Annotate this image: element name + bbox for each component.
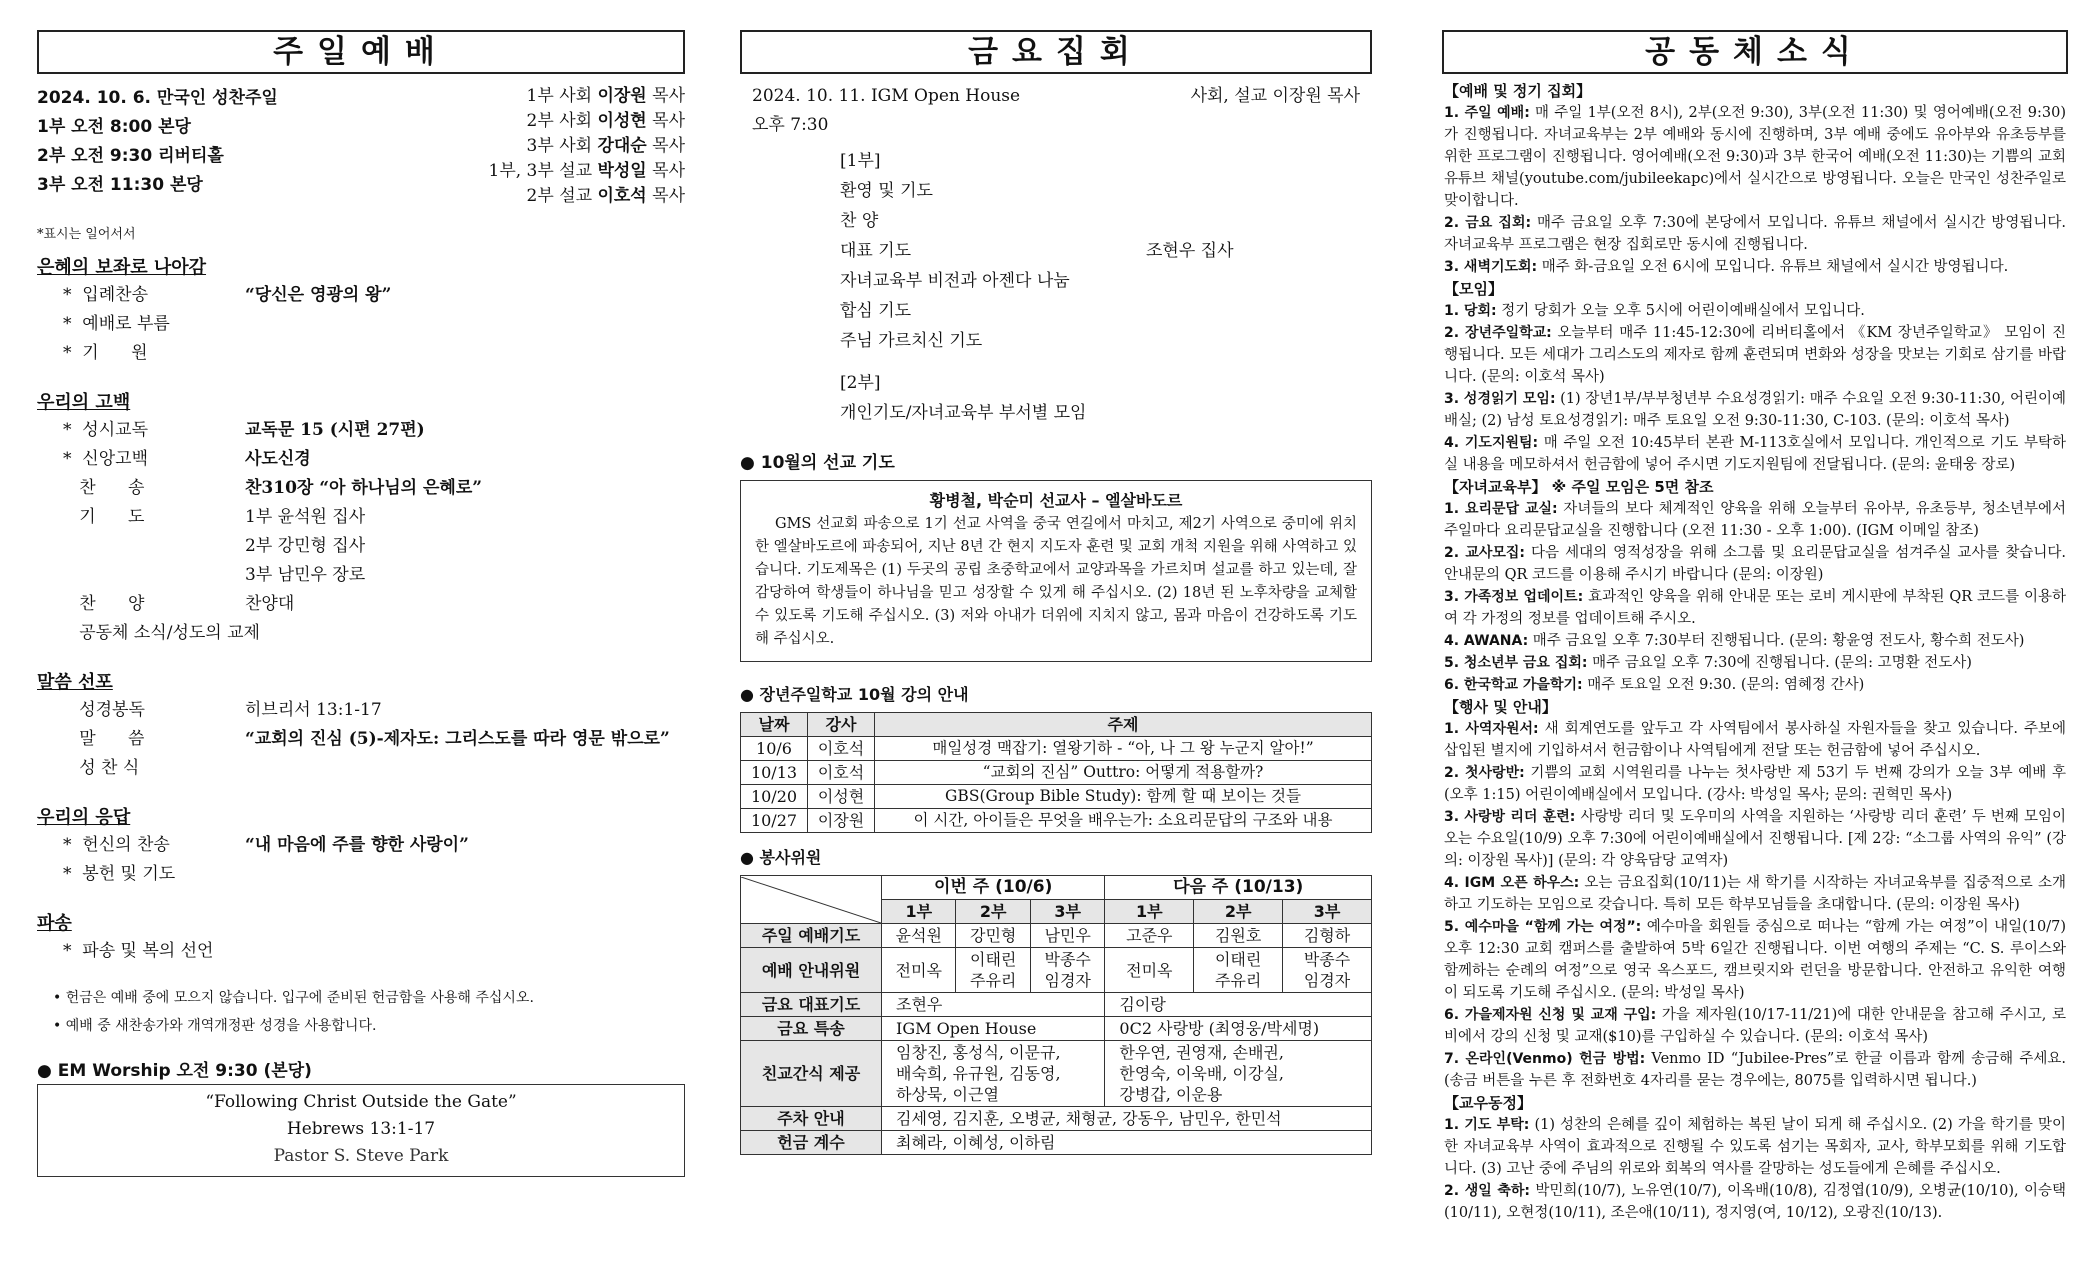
this-week-cell	[882, 993, 1105, 1017]
topic-cell: 이 시간, 아이들은 무엇을 배우는가: 소요리문답의 구조와 내용	[875, 809, 1372, 833]
this-week-cell	[882, 1017, 1105, 1041]
news-section-title: 【자녀교육부】 ※ 주일 모임은 5면 참조	[1444, 478, 1714, 496]
role-name: 강대순	[597, 136, 647, 156]
section-title: 우리의 응답	[37, 807, 131, 828]
role-label: 2부 사회	[526, 111, 593, 131]
worship-date: 2024. 10. 6. 만국인 성찬주일	[37, 88, 278, 108]
news-section-title: 【예배 및 정기 집회】	[1444, 82, 1592, 100]
order-item-label: * 예배로 부름	[63, 314, 170, 334]
order-item	[37, 474, 685, 503]
order-item-value	[245, 860, 685, 889]
lecturer-cell: 이장원	[808, 809, 875, 833]
news-item-text: 효과적인 양육을 위해 안내문 또는 로비 게시판에 부착된 QR 코드를 이용하여 각 가정의 정보를 업데이트해 주시오.	[1444, 589, 2066, 627]
order-item-label: 말 씀	[63, 729, 145, 749]
serve-full-cell: 최혜라, 이혜성, 이하림	[882, 1131, 1372, 1155]
part-header: 3부	[1030, 900, 1104, 924]
news-item-text: 오는 금요집회(10/11)는 새 학기를 시작하는 자녀교육부를 집중적으로 소개하고 기도하는 모임으로 갖습니다. 특히 모든 학부모님들을 초대합니다. (문의: 이장원 목사)	[1444, 875, 2066, 913]
serve-row	[741, 924, 1372, 948]
next-week-cell	[1105, 993, 1372, 1017]
part-header: 2부	[956, 900, 1030, 924]
role-name: 이장원	[597, 86, 647, 106]
next-week-cell	[1105, 1041, 1372, 1107]
mission-head: 황병철, 박순미 선교사 – 엘살바도르	[929, 491, 1183, 510]
order-item	[37, 532, 685, 561]
order-item	[37, 590, 685, 619]
news-item-text: 정기 당회가 오늘 오후 5시에 어린이예배실에서 모입니다.	[1496, 303, 1865, 319]
news-item-title: 2. 첫사랑반:	[1444, 765, 1525, 781]
order-item-value	[245, 310, 685, 339]
role-name: 이호석	[597, 186, 647, 206]
diagonal-cell	[741, 876, 882, 924]
table-row	[741, 785, 1372, 809]
order-item-value: 찬양대	[245, 594, 295, 614]
news-item	[1444, 212, 2066, 256]
order-item-label: 성 찬 식	[63, 758, 140, 778]
news-item-text: 매주 토요일 오전 9:30. (문의: 염혜정 간사)	[1582, 677, 1865, 693]
news-item	[1444, 872, 2066, 916]
program-item: 합심 기도	[840, 301, 912, 321]
role-label: 1부 사회	[526, 86, 593, 106]
order-item-label: 찬 양	[63, 594, 145, 614]
role-name: 이성현	[597, 111, 647, 131]
order-item	[37, 619, 685, 648]
serve-cell-line: 이태린	[1214, 950, 1262, 969]
serve-row	[741, 948, 1372, 993]
serve-cell	[1030, 924, 1104, 948]
diagonal-line	[741, 877, 881, 923]
program-item: 자녀교육부 비전과 아젠다 나눔	[840, 271, 1070, 291]
serve-cell-line: 0C2 사랑방 (최영웅/박세명)	[1119, 1019, 1320, 1038]
serve-cell-line: 하상묵, 이근열	[896, 1085, 999, 1104]
serve-cell	[956, 924, 1030, 948]
serve-row-label: 금요 특송	[741, 1017, 882, 1041]
lecturer-cell: 이성현	[808, 785, 875, 809]
news-item-text: 오늘부터 매주 11:45-12:30에 리버티홀에서 《KM 장년주일학교》 모임이 진행됩니다. 모든 세대가 그리스도의 제자로 함께 훈련되며 변화와 성장을 맛보는 기회로 삼기를 바랍니다. (문의: 이호석 목사)	[1444, 325, 2066, 385]
role-title: 목사	[652, 111, 685, 131]
section-title: 우리의 고백	[37, 392, 131, 413]
worship-notes	[37, 984, 685, 1040]
serve-cell	[1030, 948, 1104, 993]
serve-row	[741, 1017, 1372, 1041]
order-item-value	[437, 619, 685, 648]
serve-cell-line: 한영숙, 이욱배, 이강실,	[1119, 1064, 1284, 1083]
role-line	[489, 109, 685, 134]
order-item-label: * 파송 및 복의 선언	[63, 941, 214, 961]
em-preacher: Pastor S. Steve Park	[273, 1146, 449, 1166]
topic-cell: 매일성경 맥잡기: 열왕기하 - “아, 나 그 왕 누군지 알아!”	[875, 737, 1372, 761]
order-item	[37, 831, 685, 860]
program-item: 개인기도/자녀교육부 부서별 모임	[840, 403, 1087, 423]
news-item	[1444, 322, 2066, 388]
news-item	[1444, 388, 2066, 432]
news-item-title: 3. 사랑방 리더 훈련:	[1444, 809, 1576, 825]
news-item-title: 1. 사역자원서:	[1444, 721, 1539, 737]
serve-cell-line: 박종수	[1044, 950, 1091, 969]
next-week-header: 다음 주 (10/13)	[1105, 876, 1372, 900]
serve-cell-line: 임경자	[1303, 971, 1351, 990]
news-item-title: 1. 주일 예배:	[1444, 105, 1530, 121]
this-week-cell	[882, 1041, 1105, 1107]
order-item-label: 찬 송	[63, 478, 145, 498]
serve-cell-line: 김형하	[1303, 926, 1351, 945]
service-time: 1부 오전 8:00 본당	[37, 117, 191, 137]
news-item-title: 7. 온라인(Venmo) 헌금 방법:	[1444, 1051, 1646, 1067]
news-item-text: 박민희(10/7), 노유연(10/7), 이옥배(10/8), 김정엽(10/9), 오병균(10/10), 이승택(10/11), 오현정(10/11), 조은애(10/11), 정지영(여, 10/12), 오광진(10/13).	[1444, 1183, 2066, 1221]
order-item	[37, 754, 685, 783]
serve-row	[741, 1131, 1372, 1155]
mission-title: ● 10월의 선교 기도	[740, 453, 895, 473]
friday-leader: 사회, 설교 이장원 목사	[1190, 86, 1360, 106]
em-worship-box	[37, 1084, 685, 1177]
news-item	[1444, 542, 2066, 586]
news-item-text: 매 주일 오전 10:45부터 본관 M-113호실에서 모입니다. 개인적으로 기도 부탁하실 내용을 메모하셔서 헌금함에 넣어 주시면 기도지원팀에 전달됩니다. (문의: 윤태웅 장로)	[1444, 435, 2066, 473]
serve-row	[741, 1041, 1372, 1107]
section-title: 파송	[37, 913, 72, 934]
news-item-title: 1. 기도 부탁:	[1444, 1117, 1530, 1133]
serve-cell-line: 임경자	[1044, 971, 1091, 990]
role-line	[489, 184, 685, 209]
news-item-title: 5. 청소년부 금요 집회:	[1444, 655, 1588, 671]
news-item	[1444, 256, 2066, 278]
serve-cell	[1283, 948, 1372, 993]
role-title: 목사	[652, 136, 685, 156]
school-table-body	[741, 737, 1372, 833]
news-item	[1444, 586, 2066, 630]
section-title: 은혜의 보좌로 나아감	[37, 257, 207, 278]
order-item	[37, 339, 685, 368]
serve-cell	[882, 948, 956, 993]
order-item	[37, 445, 685, 474]
news-item-text: 매주 금요일 오후 7:30에 진행됩니다. (문의: 고명환 전도사)	[1587, 655, 1972, 671]
order-item	[37, 310, 685, 339]
news-item	[1444, 1004, 2066, 1048]
order-item-label: * 성시교독	[63, 420, 148, 440]
order-item-label: * 입례찬송	[63, 285, 148, 305]
order-item-label: 성경봉독	[63, 700, 145, 720]
friday-gathering-column	[740, 30, 1372, 1155]
role-name: 박성일	[597, 161, 647, 181]
news-item-title: 2. 생일 축하:	[1444, 1183, 1531, 1199]
news-item	[1444, 916, 2066, 1004]
news-item-text: (1) 장년1부/부부청년부 수요성경읽기: 매주 수요일 오전 9:30-11:30, 어린이예배실; (2) 남성 토요성경읽기: 매주 토요일 오전 9:30-11:30, C-103. (문의: 이호석 목사)	[1444, 391, 2066, 429]
friday-order	[740, 146, 1372, 428]
section-title: 말씀 선포	[37, 672, 113, 693]
serve-row	[741, 1107, 1372, 1131]
order-item-label: * 헌신의 찬송	[63, 835, 170, 855]
serve-header-row	[741, 876, 1372, 900]
serve-table	[740, 875, 1372, 1155]
order-item-value	[245, 339, 685, 368]
role-line	[489, 159, 685, 184]
serve-cell-line: 김원호	[1214, 926, 1262, 945]
serve-cell	[1105, 948, 1194, 993]
news-item	[1444, 1180, 2066, 1224]
part-header: 2부	[1194, 900, 1283, 924]
serve-cell-line: 주유리	[970, 971, 1017, 990]
news-body	[1442, 80, 2068, 1224]
school-table	[740, 712, 1372, 833]
community-news-column	[1442, 30, 2068, 1224]
em-scripture: Hebrews 13:1-17	[286, 1119, 436, 1139]
order-item-label	[37, 532, 245, 561]
order-item-value: 3부 남민우 장로	[245, 565, 366, 585]
news-item-title: 5. 예수마을 “함께 가는 여정”:	[1444, 919, 1642, 935]
serve-row-label: 예배 안내위원	[741, 948, 882, 993]
role-label: 2부 설교	[526, 186, 593, 206]
school-header-row	[741, 713, 1372, 737]
program-item-row	[840, 236, 1372, 266]
serve-cell-line: 조현우	[896, 995, 943, 1014]
topic-cell: GBS(Group Bible Study): 함께 할 때 보이는 것들	[875, 785, 1372, 809]
friday-info	[740, 82, 1372, 140]
sunday-worship-header: 주일예배	[37, 30, 685, 74]
serve-cell	[1194, 948, 1283, 993]
date-cell: 10/27	[741, 809, 808, 833]
order-item-value: 1부 윤석원 집사	[245, 507, 366, 527]
order-item	[37, 416, 685, 445]
mission-body: GMS 선교회 파송으로 1기 선교 사역을 중국 연길에서 마치고, 제2기 사역으로 중미에 위치한 엘살바도르에 파송되어, 지난 8년 간 현지 지도자 훈련 및 교회 개척 지원을 위해 사역하고 있습니다. 기도제목은 (1) 두곳의 공립 초중학교에서 교양과목을 가르치며 설교를 하고 있는데, 잘 감당하여 학생들이 하나님을 믿고 성장할 수 있게 해 주십시오. (2) 18년 된 노후차량을 교체할 수 있도록 기도해 주십시오. (3) 저와 아내가 더위에 지치지 않고, 몸과 마음이 건강하도록 기도해 주십시오.	[755, 516, 1357, 647]
friday-gathering-header: 금요집회	[740, 30, 1372, 74]
service-info	[37, 84, 685, 209]
news-item-title: 4. AWANA:	[1444, 633, 1529, 649]
serve-cell-line: 윤석원	[895, 926, 942, 945]
lecturer-cell: 이호석	[808, 761, 875, 785]
sunday-worship-column	[37, 30, 685, 1177]
role-title: 목사	[652, 161, 685, 181]
news-item-text: 매 주일 1부(오전 8시), 2부(오전 9:30), 3부(오전 11:30) 및 영어예배(오전 9:30)가 진행됩니다. 자녀교육부는 2부 예배와 동시에 진행하며, 3부 예배 중에도 유아부와 유초등부를 위한 프로그램이 진행됩니다. 영어예배(오전 9:30)과 3부 한국어 예배(오전 11:30)는 기쁨의 교회 유튜브 채널(youtube.com/jubileekapc)에서 실시간으로 방영됩니다. 오늘은 만국인 성찬주일로 맞이합니다.	[1444, 105, 2066, 209]
order-item-value	[245, 754, 685, 783]
service-roles	[489, 84, 685, 209]
serve-cell-line: IGM Open House	[896, 1019, 1037, 1038]
order-item-label: * 기 원	[63, 343, 148, 363]
news-item-text: (1) 성찬의 은혜를 깊이 체험하는 복된 날이 되게 해 주십시오. (2) 가을 학기를 맞이한 자녀교육부 사역이 효과적으로 진행될 수 있도록 섬기는 목회자, 교사, 학부모회를 위해 기도합니다. (3) 고난 중에 주님의 위로와 회복의 역사를 갈망하는 성도들에게 은혜를 주십시오.	[1444, 1117, 2066, 1177]
serve-cell	[1105, 924, 1194, 948]
serve-cell-line: 이태린	[970, 950, 1017, 969]
news-item-title: 2. 교사모집:	[1444, 545, 1526, 561]
news-section-title: 【행사 및 안내】	[1444, 698, 1557, 716]
order-item-value: 교독문 15 (시편 27편)	[245, 420, 425, 440]
serve-cell-line: 한우연, 권영재, 손배권,	[1119, 1043, 1284, 1062]
serve-row-label: 주일 예배기도	[741, 924, 882, 948]
order-item-label: 공동체 소식/성도의 교제	[63, 623, 260, 643]
service-times	[37, 84, 278, 209]
note-line: • 예배 중 새찬송가와 개역개정판 성경을 사용합니다.	[53, 1018, 377, 1034]
table-row	[741, 737, 1372, 761]
em-sermon-title: “Following Christ Outside the Gate”	[205, 1092, 517, 1112]
program-item: 환영 및 기도	[840, 181, 933, 201]
news-section-title: 【교우동정】	[1444, 1094, 1532, 1112]
serve-cell-line: 임창진, 홍성식, 이문규,	[896, 1043, 1061, 1062]
serve-row-label: 친교간식 제공	[741, 1041, 882, 1107]
news-item-text: 다음 세대의 영적성장을 위해 소그룹 및 요리문답교실을 섬겨주실 교사를 찾습니다. 안내문의 QR 코드를 이용해 주시기 바랍니다 (문의: 이장원)	[1444, 545, 2066, 583]
col-header: 날짜	[741, 713, 808, 737]
part1-label: [1부]	[840, 151, 881, 171]
serve-cell-line: 전미옥	[895, 960, 942, 980]
order-item-value: “당신은 영광의 왕”	[245, 285, 392, 305]
part1-items	[840, 176, 1372, 356]
news-item-text: 예수마을 회원들 중심으로 떠나는 “함께 가는 여정”이 내일(10/7) 오후 12:30 교회 캠퍼스를 출발하여 5박 6일간 진행됩니다. 이번 여행의 주제는 “C. S. 루이스와 함께하는 순례의 여정”으로 영국 옥스포드, 캠브릿지와 런던을 방문합니다. 안전하고 유익한 여행이 되도록 기도해 주십시오. (문의: 박성일 목사)	[1444, 919, 2067, 1001]
news-item-title: 3. 가족정보 업데이트:	[1444, 589, 1584, 605]
serve-cell-line: 전미옥	[1126, 960, 1173, 980]
friday-time: 오후 7:30	[752, 115, 829, 135]
service-time: 2부 오전 9:30 리버티홀	[37, 146, 224, 166]
order-item-value: 히브리서 13:1-17	[245, 700, 382, 720]
serve-cell-line: 고준우	[1126, 926, 1173, 945]
mission-box	[740, 480, 1372, 662]
program-item: 찬 양	[840, 211, 879, 231]
order-item-label: 기 도	[63, 507, 145, 527]
news-item-title: 6. 가을제자원 신청 및 교재 구입:	[1444, 1007, 1657, 1023]
order-item	[37, 937, 685, 966]
news-item-text: 새 회계연도를 앞두고 각 사역팀에서 봉사하실 자원자들을 찾고 있습니다. 주보에 삽입된 별지에 기입하셔서 헌금함이나 사역팀에게 전달 또는 헌금함에 넣어 주십시오.	[1444, 721, 2066, 759]
school-title: ● 장년주일학교 10월 강의 안내	[740, 685, 969, 704]
role-line	[489, 134, 685, 159]
part-header: 1부	[1105, 900, 1194, 924]
serve-row-label: 금요 대표기도	[741, 993, 882, 1017]
order-item	[37, 696, 685, 725]
serve-cell-line: 박종수	[1303, 950, 1351, 969]
news-section-title: 【모임】	[1444, 280, 1503, 298]
serve-title: ● 봉사위원	[740, 848, 822, 867]
order-item	[37, 725, 685, 754]
role-title: 목사	[652, 86, 685, 106]
news-item-title: 1. 요리문답 교실:	[1444, 501, 1558, 517]
news-item	[1444, 674, 2066, 696]
news-item-title: 4. 기도지원팀:	[1444, 435, 1539, 451]
table-row	[741, 809, 1372, 833]
news-item-title: 2. 금요 집회:	[1444, 215, 1532, 231]
date-cell: 10/6	[741, 737, 808, 761]
serve-table-body	[741, 876, 1372, 1155]
order-item	[37, 860, 685, 889]
serve-cell-line: 배숙희, 유규원, 김동영,	[896, 1064, 1061, 1083]
serve-cell-line: 김이랑	[1119, 995, 1166, 1014]
serve-cell-line: 강병갑, 이운용	[1119, 1085, 1223, 1104]
service-time: 3부 오전 11:30 본당	[37, 175, 203, 195]
news-item-title: 3. 성경읽기 모임:	[1444, 391, 1556, 407]
news-item-text: 매주 화-금요일 오전 6시에 모입니다. 유튜브 채널에서 실시간 방영됩니다.	[1537, 259, 2009, 275]
program-item: 주님 가르치신 기도	[840, 331, 983, 351]
serve-row-label: 주차 안내	[741, 1107, 882, 1131]
news-item	[1444, 630, 2066, 652]
order-item-value: “내 마음에 주를 향한 사랑이”	[245, 835, 469, 855]
table-row	[741, 761, 1372, 785]
news-item	[1444, 652, 2066, 674]
lecturer-cell: 이호석	[808, 737, 875, 761]
news-item	[1444, 806, 2066, 872]
news-item-text: 자녀들의 보다 체계적인 양육을 위해 오늘부터 유아부, 유초등부, 청소년부에서 주일마다 요리문답교실을 진행합니다 (오전 11:30 - 오후 1:00). (IGM 이메일 참조)	[1444, 501, 2066, 539]
news-item	[1444, 432, 2066, 476]
col-header: 주제	[875, 713, 1372, 737]
serve-full-cell: 김세영, 김지훈, 오병균, 채형균, 강동우, 남민우, 한민석	[882, 1107, 1372, 1131]
order-item-value: 2부 강민형 집사	[245, 536, 366, 556]
serve-cell-line: 남민우	[1044, 926, 1091, 945]
stand-note: *표시는 일어서서	[37, 227, 136, 242]
serve-cell	[956, 948, 1030, 993]
news-item	[1444, 1114, 2066, 1180]
news-item-text: 사랑방 리더 및 도우미의 사역을 지원하는 ‘사랑방 리더 훈련’ 두 번째 모임이 오는 수요일(10/9) 오후 7:30에 어린이예배실에서 진행됩니다. [제 2강: “소그룹 사역의 유익” (강의: 이장원 목사)] (문의: 각 양육담당 교역자)	[1444, 809, 2066, 869]
order-item-label: * 봉헌 및 기도	[63, 864, 176, 884]
news-item	[1444, 300, 2066, 322]
serve-cell	[1194, 924, 1283, 948]
news-item-title: 4. IGM 오픈 하우스:	[1444, 875, 1580, 891]
date-cell: 10/20	[741, 785, 808, 809]
part2-label: [2부]	[840, 373, 881, 393]
next-week-cell	[1105, 1017, 1372, 1041]
role-label: 3부 사회	[526, 136, 593, 156]
news-item-title: 3. 새벽기도회:	[1444, 259, 1538, 275]
news-item	[1444, 762, 2066, 806]
news-item-title: 2. 장년주일학교:	[1444, 325, 1552, 341]
order-item	[37, 561, 685, 590]
serve-cell-line: 주유리	[1214, 971, 1262, 990]
news-item	[1444, 1048, 2066, 1092]
news-item-title: 6. 한국학교 가을학기:	[1444, 677, 1583, 693]
part-header: 3부	[1283, 900, 1372, 924]
note-line: • 헌금은 예배 중에 모으지 않습니다. 입구에 준비된 헌금함을 사용해 주십시오.	[53, 990, 534, 1006]
order-item-value: 사도신경	[245, 449, 311, 469]
serve-cell-line: 강민형	[970, 926, 1017, 945]
news-item-text: Venmo ID “Jubilee-Pres”로 한글 이름과 함께 송금해 주세요. (송금 버튼을 누른 후 전화번호 4자리를 묻는 경우에는, 8075를 입력하시면 됩니다.)	[1444, 1051, 2066, 1089]
order-item-value: “교회의 진심 (5)-제자도: 그리스도를 따라 영문 밖으로”	[245, 729, 670, 749]
this-week-header: 이번 주 (10/6)	[882, 876, 1105, 900]
news-item	[1444, 498, 2066, 542]
order-of-worship	[37, 255, 685, 966]
role-line	[489, 84, 685, 109]
order-item	[37, 281, 685, 310]
news-item-text: 가을 제자원(10/17-11/21)에 대한 안내문을 참고해 주시고, 로비에서 강의 신청 및 교재($10)를 구입하실 수 있습니다. (문의: 이호석 목사)	[1444, 1007, 2066, 1045]
news-item-text: 매주 금요일 오후 7:30에 본당에서 모입니다. 유튜브 채널에서 실시간 방영됩니다. 자녀교육부 프로그램은 현장 집회로만 동시에 진행됩니다.	[1444, 215, 2066, 253]
prayer-person: 조현우 집사	[1146, 241, 1234, 261]
order-item-value: 찬310장 “아 하나님의 은혜로”	[245, 478, 483, 498]
news-item-text: 매주 금요일 오후 7:30부터 진행됩니다. (문의: 황윤영 전도사, 황수희 전도사)	[1528, 633, 2025, 649]
part-header: 1부	[882, 900, 956, 924]
order-item-label: * 신앙고백	[63, 449, 148, 469]
role-label: 1부, 3부 설교	[488, 161, 593, 181]
date-cell: 10/13	[741, 761, 808, 785]
em-worship-title: ● EM Worship 오전 9:30 (본당)	[37, 1061, 312, 1081]
order-item-label	[37, 561, 245, 590]
news-item	[1444, 718, 2066, 762]
serve-row	[741, 993, 1372, 1017]
news-item-text: 기쁨의 교회 시역원리를 나누는 첫사랑반 제 53기 두 번째 강의가 오늘 3부 예배 후(오후 1:15) 어린이예배실에서 모입니다. (강사: 박성일 목사; 문의: 권혁민 목사)	[1444, 765, 2066, 803]
program-item: 대표 기도	[840, 241, 912, 261]
order-item-value	[245, 937, 685, 966]
news-item-title: 1. 당회:	[1444, 303, 1497, 319]
friday-date-block	[752, 82, 1020, 140]
community-news-header: 공동체소식	[1442, 30, 2068, 74]
serve-cell	[882, 924, 956, 948]
serve-row-label: 헌금 계수	[741, 1131, 882, 1155]
topic-cell: “교회의 진심” Outtro: 어떻게 적용할까?	[875, 761, 1372, 785]
news-item	[1444, 102, 2066, 212]
order-item	[37, 503, 685, 532]
col-header: 강사	[808, 713, 875, 737]
serve-cell	[1283, 924, 1372, 948]
friday-date: 2024. 10. 11. IGM Open House	[752, 86, 1021, 106]
role-title: 목사	[652, 186, 685, 206]
